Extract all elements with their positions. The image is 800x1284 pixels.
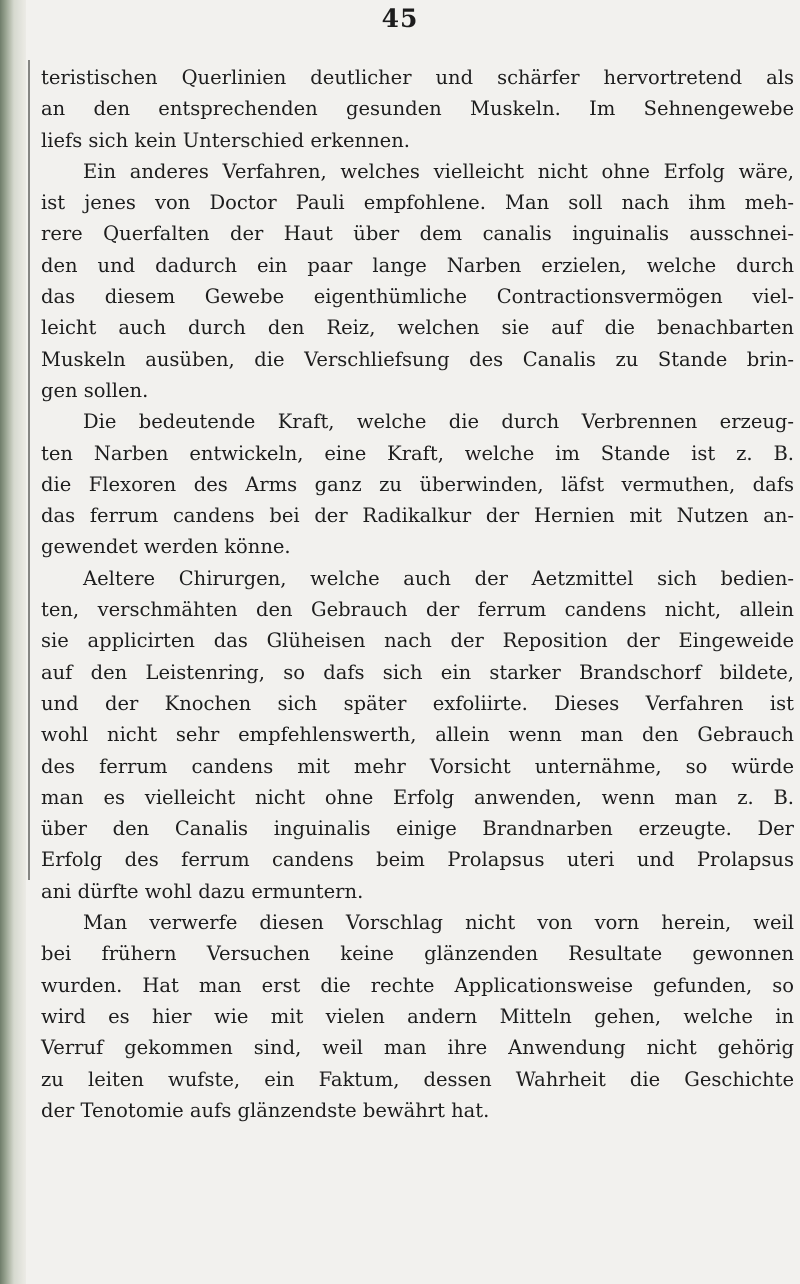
text-line: wohl nicht sehr empfehlenswerth, allein wenn man den Gebrauch (41, 723, 794, 747)
text-line: zu leiten wufste, ein Faktum, dessen Wahrheit die Geschichte (41, 1067, 794, 1091)
text-line: Man verwerfe diesen Vorschlag nicht von vorn herein, weil (83, 911, 794, 935)
text-line: Verruf gekommen sind, weil man ihre Anwendung nicht gehörig (41, 1036, 794, 1060)
page-number: 45 (381, 4, 419, 33)
text-line: man es vielleicht nicht ohne Erfolg anwenden, wenn man z. B. (41, 785, 794, 809)
body-text (41, 62, 794, 1126)
text-line: teristischen Querlinien deutlicher und schärfer hervortretend als (41, 66, 794, 89)
text-line: die Flexoren des Arms ganz zu überwinden, läfst vermuthen, dafs (41, 472, 794, 496)
book-binding-edge (0, 0, 26, 1284)
text-line: ten Narben entwickeln, eine Kraft, welche im Stande ist z. B. (41, 441, 794, 465)
text-line: Erfolg des ferrum candens beim Prolapsus uteri und Prolapsus (41, 848, 794, 872)
text-line: an den entsprechenden gesunden Muskeln. Im Sehnengewebe (41, 97, 794, 121)
binding-shadow-line (28, 60, 30, 880)
text-line: sie applicirten das Glüheisen nach der Reposition der Eingeweide (41, 629, 794, 653)
text-line: Aeltere Chirurgen, welche auch der Aetzmittel sich bedien- (83, 566, 794, 590)
text-line: Muskeln ausüben, die Verschliefsung des Canalis zu Stande brin- (41, 347, 794, 371)
text-line: ten, verschmähten den Gebrauch der ferrum candens nicht, allein (41, 598, 794, 622)
text-line: ani dürfte wohl dazu ermuntern. (41, 879, 364, 903)
text-line: gen sollen. (41, 378, 149, 402)
text-line: gewendet werden könne. (41, 535, 291, 559)
text-line: liefs sich kein Unterschied erkennen. (41, 128, 410, 152)
text-line: das diesem Gewebe eigenthümliche Contractionsvermögen viel- (41, 285, 794, 309)
text-line: den und dadurch ein paar lange Narben erzielen, welche durch (41, 253, 794, 277)
text-line: ist jenes von Doctor Pauli empfohlene. Man soll nach ihm meh- (41, 191, 794, 215)
text-line: wird es hier wie mit vielen andern Mitteln gehen, welche in (41, 1004, 794, 1028)
text-line: Ein anderes Verfahren, welches vielleicht nicht ohne Erfolg wäre, (83, 159, 794, 183)
text-line: auf den Leistenring, so dafs sich ein starker Brandschorf bildete, (41, 660, 794, 684)
text-line: und der Knochen sich später exfoliirte. Dieses Verfahren ist (41, 691, 794, 715)
text-line: der Tenotomie aufs glänzendste bewährt hat. (41, 1098, 490, 1122)
text-line: bei frühern Versuchen keine glänzenden Resultate gewonnen (41, 942, 794, 966)
text-line: leicht auch durch den Reiz, welchen sie auf die benachbarten (41, 316, 794, 340)
text-line: Die bedeutende Kraft, welche die durch Verbrennen erzeug- (83, 410, 794, 434)
text-line: wurden. Hat man erst die rechte Applicationsweise gefunden, so (41, 973, 794, 997)
text-line: des ferrum candens mit mehr Vorsicht unternähme, so würde (41, 754, 794, 778)
text-line: rere Querfalten der Haut über dem canalis inguinalis ausschnei- (41, 222, 794, 246)
text-line: das ferrum candens bei der Radikalkur der Hernien mit Nutzen an- (41, 504, 794, 528)
text-line: über den Canalis inguinalis einige Brandnarben erzeugte. Der (41, 817, 794, 841)
